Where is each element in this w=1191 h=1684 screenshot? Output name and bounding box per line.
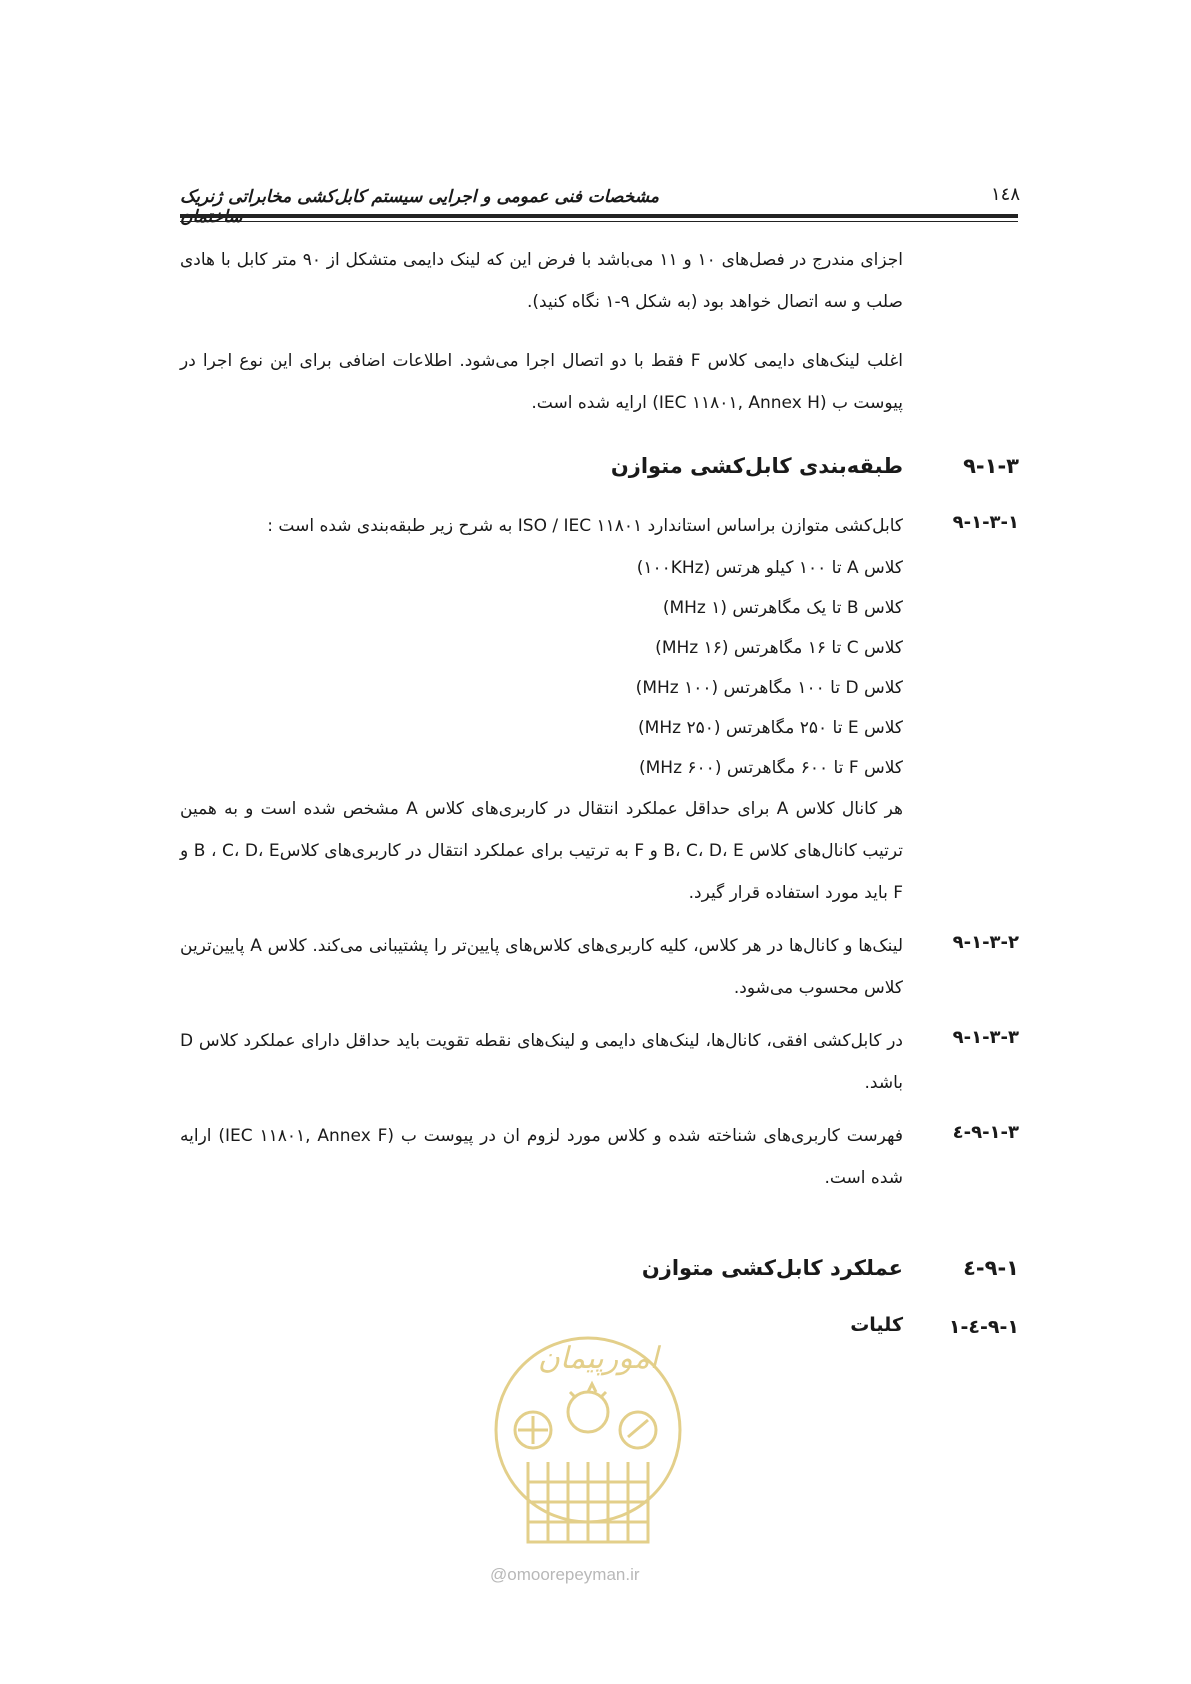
class-list-item: کلاس B تا یک مگاهرتس (۱ MHz) [662, 598, 903, 618]
class-list-item: کلاس C تا ۱۶ مگاهرتس (۱۶ MHz) [655, 638, 903, 658]
subsection-4-1-number: ۹-۱-٤-۱ [948, 1316, 1019, 1338]
watermark-brand-text: امورپیمان [537, 1341, 659, 1376]
section-3-number: ۹-۱-۳ [963, 454, 1019, 478]
watermark-url: @omoorepeyman.ir [490, 1565, 640, 1584]
section-4-title: عملکرد کابل‌کشی متوازن [641, 1256, 903, 1280]
item-4-text: فهرست کاربری‌های شناخته شده و کلاس مورد لزوم ان در پیوست ب (IEC ۱۱۸۰۱, Annex F) ارایه شده است. [180, 1126, 903, 1188]
intro-paragraph-1: اجزای مندرج در فصل‌های ۱۰ و ۱۱ می‌باشد با فرض این که لینک دایمی متشکل از ۹۰ متر کابل با هادی صلب و سه اتصال خواهد بود (به شکل ۹-۱ نگاه کنید). [180, 250, 903, 312]
section-4-number: ۹-۱-٤ [963, 1256, 1019, 1280]
item-1-text: کابل‌کشی متوازن براساس استاندارد ISO / IEC ۱۱۸۰۱ به شرح زیر طبقه‌بندی شده است : [267, 516, 903, 536]
intro-paragraph-2: اغلب لینک‌های دایمی کلاس F فقط با دو اتصال اجرا می‌شود. اطلاعات اضافی برای این نوع اجرا در پیوست ب (IEC ۱۱۸۰۱, Annex H) ارایه شده است. [180, 351, 904, 413]
class-list-item: کلاس A تا ۱۰۰ کیلو هرتس (۱۰۰KHz) [636, 558, 903, 578]
item-1-after-text: هر کانال کلاس A برای حداقل عملکرد انتقال در کاربری‌های کلاس A مشخص شده است و به همین ترتیب کانال‌های کلاس B، C، D، E و F به ترتیب برای عملکرد انتقال در کاربری‌های کلاسB ، C، D، E و F باید مورد استفاده قرار گیرد. [180, 799, 903, 903]
header-rule-thick [180, 214, 1018, 218]
item-2-number: ۹-۱-۳-۲ [952, 932, 1019, 953]
item-3-number: ۹-۱-۳-۳ [952, 1027, 1019, 1048]
item-1-number: ۹-۱-۳-۱ [952, 512, 1019, 533]
subsection-4-1-title: کلیات [850, 1314, 903, 1336]
section-3-title: طبقه‌بندی کابل‌کشی متوازن [610, 454, 903, 478]
item-4-number: ۹-۱-۳-٤ [952, 1122, 1019, 1143]
header-rule-thin [180, 221, 1018, 222]
watermark-stamp-icon [488, 1312, 688, 1562]
class-list-item: کلاس E تا ۲۵۰ مگاهرتس (۲۵۰ MHz) [638, 718, 903, 738]
item-2-text: لینک‌ها و کانال‌ها در هر کلاس، کلیه کاربری‌های کلاس‌های پایین‌تر را پشتیبانی می‌کند. کلاس A پایین‌ترین کلاس محسوب می‌شود. [180, 936, 904, 998]
running-header-title: مشخصات فنی عمومی و اجرایی سیستم کابل‌کشی مخابراتی ژنریک [180, 187, 659, 207]
class-list-item: کلاس F تا ۶۰۰ مگاهرتس (۶۰۰ MHz) [638, 758, 903, 778]
class-list-item: کلاس D تا ۱۰۰ مگاهرتس (۱۰۰ MHz) [635, 678, 903, 698]
item-3-text: در کابل‌کشی افقی، کانال‌ها، لینک‌های دایمی و لینک‌های نقطه تقویت باید حداقل دارای عملکرد کلاس D باشد. [180, 1031, 903, 1093]
page-number: ۱٤۸ [990, 184, 1020, 205]
